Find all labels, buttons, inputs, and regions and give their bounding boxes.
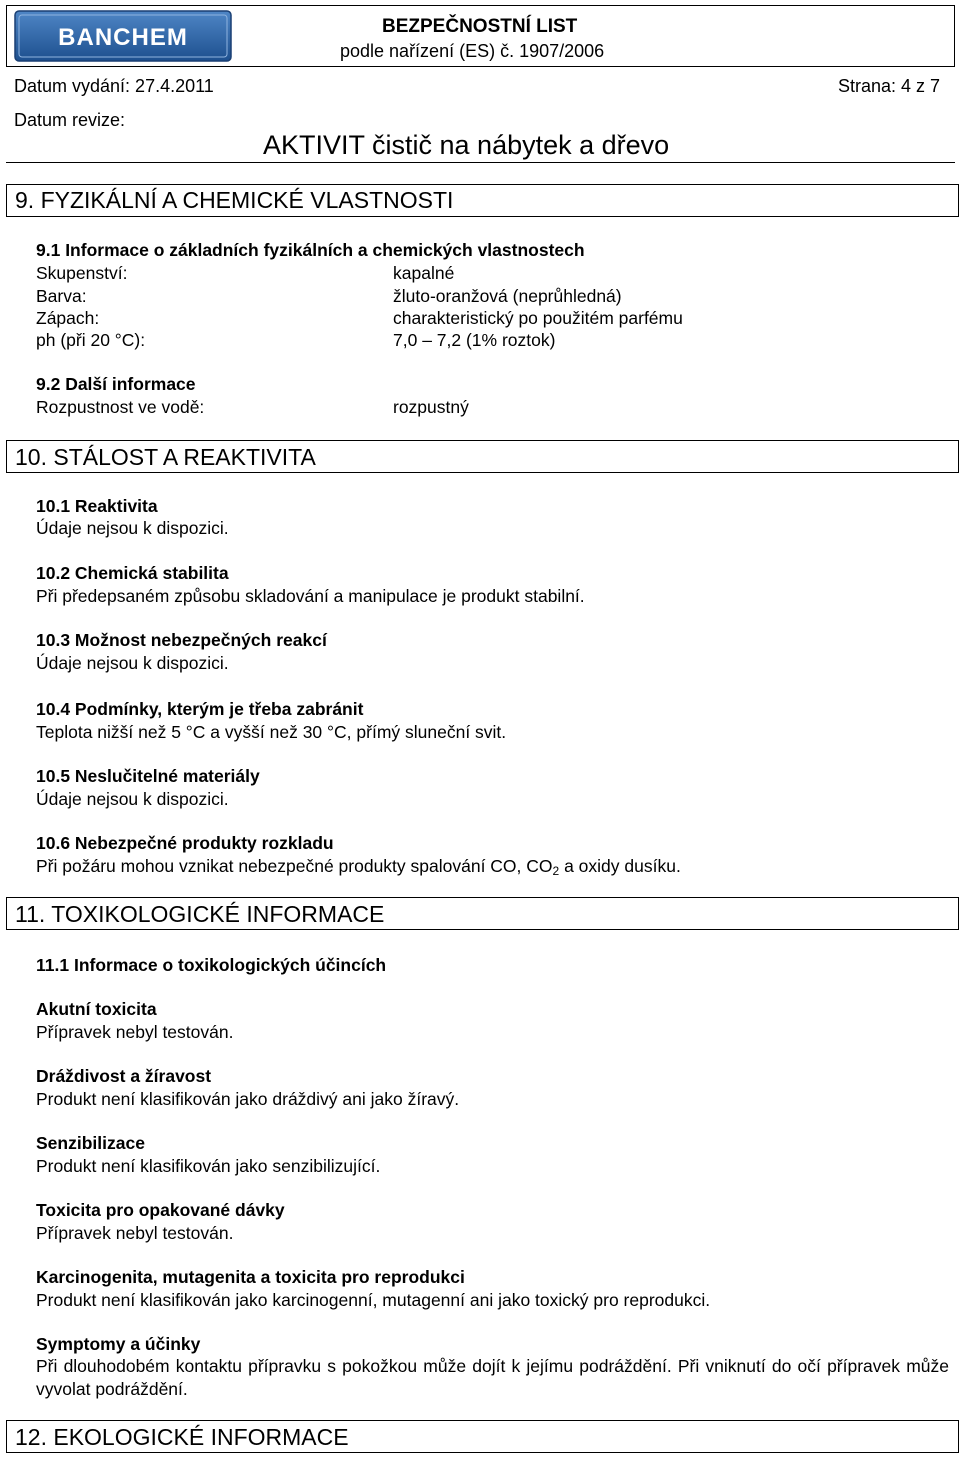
section-12-header: [6, 1420, 959, 1453]
property-value: charakteristický po použitém parfému: [393, 308, 683, 328]
subsection-title: Senzibilizace: [36, 1133, 145, 1153]
section-10-title: 10. STÁLOST A REAKTIVITA: [15, 444, 316, 470]
subsection-title: Dráždivost a žíravost: [36, 1066, 212, 1086]
regulation-subtitle: podle nařízení (ES) č. 1907/2006: [340, 41, 605, 61]
solubility-value: rozpustný: [393, 397, 469, 417]
subsection-text: Přípravek nebyl testován.: [36, 1223, 234, 1243]
subsection-title: 10.6 Nebezpečné produkty rozkladu: [36, 833, 334, 853]
subsection-title: Symptomy a účinky: [36, 1334, 201, 1354]
symptoms-text: Při dlouhodobém kontaktu přípravku s pokožkou může dojít k jejímu podráždění. Při vniknutí do očí přípravek může vyvolat podráždění.: [36, 1356, 949, 1399]
subsection-text: Údaje nejsou k dispozici.: [36, 653, 229, 673]
subsection-title: Karcinogenita, mutagenita a toxicita pro reprodukci: [36, 1267, 465, 1287]
decomposition-text-before: Při požáru mohou vznikat nebezpečné produkty spalování CO, CO: [36, 856, 553, 876]
subsection-title: 10.3 Možnost nebezpečných reakcí: [36, 630, 327, 650]
subsection-text: Přípravek nebyl testován.: [36, 1022, 234, 1042]
decomposition-text-after: a oxidy dusíku.: [559, 856, 681, 876]
solubility-label: Rozpustnost ve vodě:: [36, 397, 205, 417]
subsection-title: 10.5 Neslučitelné materiály: [36, 766, 260, 786]
property-label: ph (při 20 °C):: [36, 330, 146, 350]
issue-date: Datum vydání: 27.4.2011: [14, 76, 214, 96]
section-9-2-title: 9.2 Další informace: [36, 374, 196, 394]
property-value: kapalné: [393, 263, 455, 283]
property-value: žluto-oranžová (neprůhledná): [393, 286, 622, 306]
section-9-header: [6, 184, 959, 217]
subsection-text: Produkt není klasifikován jako senzibilizující.: [36, 1156, 381, 1176]
subsection-title: Akutní toxicita: [36, 999, 157, 1019]
decomposition-text-subscript: 2: [552, 864, 560, 878]
banchem-logo: [14, 10, 232, 62]
subsection-text: Produkt není klasifikován jako karcinogenní, mutagenní ani jako toxický pro reprodukci.: [36, 1290, 711, 1310]
product-name: AKTIVIT čistič na nábytek a dřevo: [263, 130, 670, 160]
subsection-title: 10.2 Chemická stabilita: [36, 563, 229, 583]
subsection-text: Údaje nejsou k dispozici.: [36, 518, 229, 538]
revision-date: Datum revize:: [14, 110, 126, 130]
subsection-title: 10.4 Podmínky, kterým je třeba zabránit: [36, 699, 364, 719]
document-title: BEZPEČNOSTNÍ LIST: [382, 16, 578, 37]
section-9-title: 9. FYZIKÁLNÍ A CHEMICKÉ VLASTNOSTI: [15, 187, 454, 213]
section-12-title: 12. EKOLOGICKÉ INFORMACE: [15, 1424, 349, 1450]
section-11-1-title: 11.1 Informace o toxikologických účincích: [36, 955, 387, 975]
decomposition-products-text: [36, 856, 681, 878]
page-number: Strana: 4 z 7: [838, 76, 941, 96]
property-value: 7,0 – 7,2 (1% roztok): [393, 330, 556, 350]
section-11-header: [6, 897, 959, 930]
section-11-title: 11. TOXIKOLOGICKÉ INFORMACE: [15, 901, 385, 927]
subsection-title: Toxicita pro opakované dávky: [36, 1200, 285, 1220]
section-10-header: [6, 440, 959, 473]
subsection-text: Údaje nejsou k dispozici.: [36, 789, 229, 809]
subsection-text: Teplota nižší než 5 °C a vyšší než 30 °C, přímý sluneční svit.: [36, 722, 507, 742]
header-divider: [6, 162, 955, 163]
property-label: Barva:: [36, 286, 87, 306]
logo-text: BANCHEM: [58, 24, 188, 51]
subsection-text: Produkt není klasifikován jako dráždivý ani jako žíravý.: [36, 1089, 460, 1109]
subsection-text: Při předepsaném způsobu skladování a manipulace je produkt stabilní.: [36, 586, 585, 606]
property-label: Skupenství:: [36, 263, 128, 283]
property-label: Zápach:: [36, 308, 100, 328]
section-9-1-title: 9.1 Informace o základních fyzikálních a chemických vlastnostech: [36, 240, 585, 260]
subsection-title: 10.1 Reaktivita: [36, 496, 158, 516]
